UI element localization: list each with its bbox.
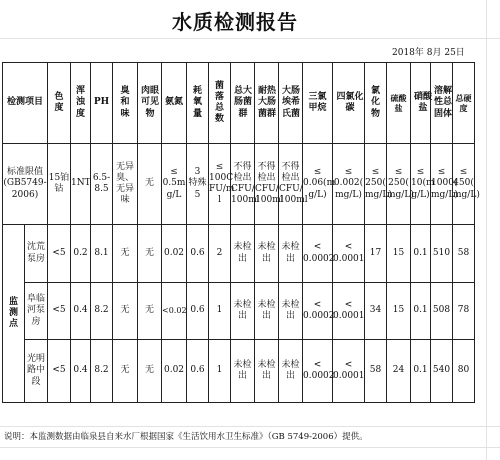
header-total-coliform: 总大肠菌群 (231, 63, 255, 144)
table-row (3, 283, 475, 340)
table-cell: <0.02 (162, 283, 187, 340)
monitor-point-label: 监 测 点 (3, 225, 25, 403)
table-cell: 510 (431, 225, 453, 283)
standard-value: ≤ 0.5m g/L (162, 144, 187, 225)
standard-value: ≤ 450( mg/L) (453, 144, 475, 225)
site-name: 沈荒 泵房 (25, 225, 48, 283)
table-cell: 58 (453, 225, 475, 283)
standard-value: ≤ 250( mg/L) (387, 144, 411, 225)
standard-value: ≤ 0.002( mg/L) (333, 144, 365, 225)
header-color: 色度 (48, 63, 71, 144)
standard-value: ≤ 100C FU/m l (209, 144, 231, 225)
table-cell: 0.02 (162, 340, 187, 403)
table-cell: 24 (387, 340, 411, 403)
table-cell: 未检 出 (279, 340, 303, 403)
standard-value: ≤ 250( mg/L) (365, 144, 387, 225)
table-cell: 未检 出 (255, 340, 279, 403)
standard-value: 1NT (71, 144, 91, 225)
table-cell: 未检 出 (255, 225, 279, 283)
header-tds: 溶解性总固体 (431, 63, 453, 144)
header-colony-count: 菌落总数 (209, 63, 231, 144)
header-ecoli: 大肠埃希氏菌 (279, 63, 303, 144)
table-cell: < 0.0002 (303, 283, 333, 340)
table-cell: <5 (48, 225, 71, 283)
standard-value: 无 (138, 144, 162, 225)
table-cell: 17 (365, 225, 387, 283)
table-cell: 0.4 (71, 283, 91, 340)
table-cell: < 0.0001 (333, 340, 365, 403)
table-cell: 未检 出 (231, 225, 255, 283)
table-cell: 1 (209, 283, 231, 340)
table-cell: 0.1 (411, 225, 431, 283)
standard-value: 3 特殊5 (187, 144, 209, 225)
table-cell: 15 (387, 225, 411, 283)
table-cell: 未检 出 (255, 283, 279, 340)
table-cell: 无 (113, 340, 138, 403)
table-cell: 80 (453, 340, 475, 403)
table-cell: < 0.0001 (333, 283, 365, 340)
standard-row (3, 144, 475, 225)
header-visible-matter: 肉眼可见物 (138, 63, 162, 144)
standard-value: 不得 检出 CFU/ 100ml (255, 144, 279, 225)
header-thermotolerant-coliform: 耐热大肠菌群 (255, 63, 279, 144)
site-name: 阜临 河泵 房 (25, 283, 48, 340)
standard-value: ≤ 1000( mg/L) (431, 144, 453, 225)
table-cell: 1 (209, 340, 231, 403)
table-cell: 34 (365, 283, 387, 340)
header-project: 检测项目 (3, 63, 48, 144)
table-cell: 0.4 (71, 340, 91, 403)
table-cell: 2 (209, 225, 231, 283)
header-row (3, 63, 475, 144)
table-cell: 0.6 (187, 340, 209, 403)
table-cell: <5 (48, 340, 71, 403)
header-sulfate: 硫酸盐 (387, 63, 411, 144)
table-row (3, 225, 475, 283)
table-cell: 无 (138, 283, 162, 340)
water-quality-table (2, 62, 480, 403)
table-cell: 无 (113, 225, 138, 283)
table-cell: 0.6 (187, 225, 209, 283)
sheet-gridline (0, 38, 500, 39)
header-nitrate: 硝酸盐 (411, 63, 431, 144)
standard-value: 不得 检出 CFU/ 100ml (231, 144, 255, 225)
table-cell: 未检 出 (231, 340, 255, 403)
standard-value: 不得 检出 CFU/ 100ml (279, 144, 303, 225)
standard-value: 6.5- 8.5 (91, 144, 113, 225)
table-cell: 未检 出 (279, 225, 303, 283)
header-turbidity: 浑浊度 (71, 63, 91, 144)
table-cell: 78 (453, 283, 475, 340)
table-cell: 15 (387, 283, 411, 340)
table-cell: 0.2 (71, 225, 91, 283)
table-cell: 无 (138, 340, 162, 403)
table-row (3, 340, 475, 403)
standard-value: 15铂钴 (48, 144, 71, 225)
table-cell: < 0.0002 (303, 340, 333, 403)
sheet-gridline (486, 0, 487, 460)
table-cell: 508 (431, 283, 453, 340)
sheet-gridline (0, 447, 500, 448)
table-cell: < 0.0001 (333, 225, 365, 283)
table-cell: <5 (48, 283, 71, 340)
table-cell: 未检 出 (231, 283, 255, 340)
sheet-gridline (0, 426, 500, 427)
header-oxygen-consumption: 耗氧量 (187, 63, 209, 144)
report-note: 说明：本监测数据由临泉县自来水厂根据国家《生活饮用水卫生标准》（GB 5749-2006）提供。 (4, 432, 368, 442)
table-cell: 未检 出 (279, 283, 303, 340)
table-cell: 0.1 (411, 283, 431, 340)
report-date: 2018年 8月 25日 (392, 48, 465, 58)
header-chloroform: 三氯甲烷 (303, 63, 333, 144)
table-cell: 58 (365, 340, 387, 403)
table-cell: 8.1 (91, 225, 113, 283)
header-carbon-tetrachloride: 四氯化碳 (333, 63, 365, 144)
table-cell: 0.6 (187, 283, 209, 340)
report-title: 水质检测报告 (172, 10, 298, 34)
table-cell: 8.2 (91, 283, 113, 340)
table-cell: 540 (431, 340, 453, 403)
header-odor: 臭和味 (113, 63, 138, 144)
header-chloride: 氯化物 (365, 63, 387, 144)
header-total-hardness: 总硬度 (453, 63, 475, 144)
table-cell: 0.02 (162, 225, 187, 283)
table-cell: 8.2 (91, 340, 113, 403)
standard-value: 无异 臭、无异 味 (113, 144, 138, 225)
standard-label: 标准限值 (GB5749- 2006) (3, 144, 48, 225)
standard-value: ≤ 0.06(m g/L) (303, 144, 333, 225)
table-cell: 无 (138, 225, 162, 283)
site-name: 光明 路中 段 (25, 340, 48, 403)
table-cell: 无 (113, 283, 138, 340)
header-ammonia: 氨氮 (162, 63, 187, 144)
table-cell: 0.1 (411, 340, 431, 403)
standard-value: ≤ 10(m g/L) (411, 144, 431, 225)
header-ph: PH (91, 63, 113, 144)
table-cell: < 0.0002 (303, 225, 333, 283)
